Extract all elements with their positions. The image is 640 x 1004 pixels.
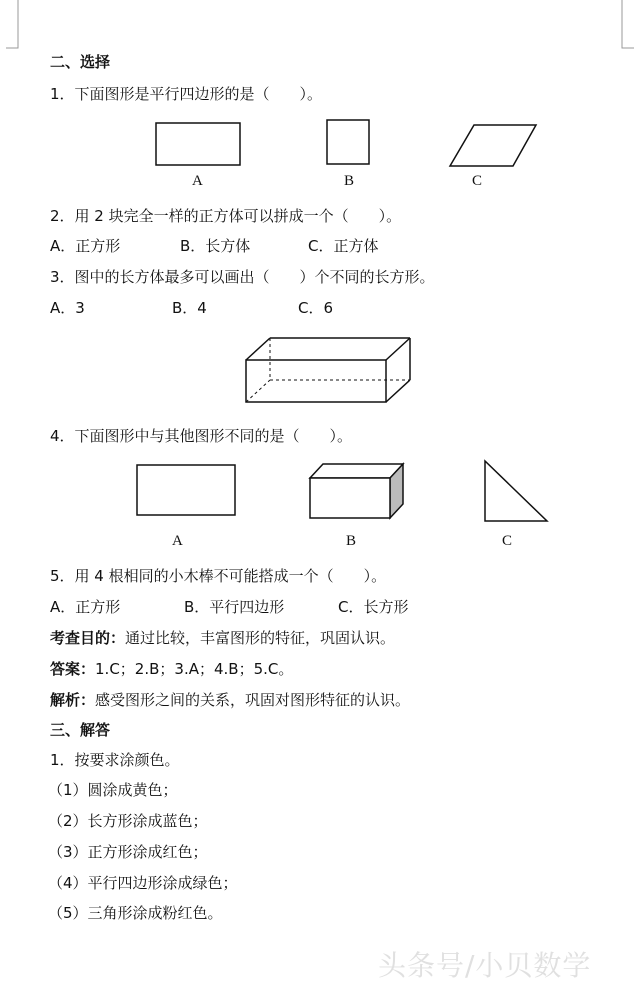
q5-option-b: B．平行四边形 [184, 598, 285, 616]
question-4: 4．下面图形中与其他图形不同的是（ ）。 [50, 427, 353, 445]
q2-option-c: C．正方体 [308, 237, 379, 255]
color-item-4: （4）平行四边形涂成绿色； [48, 874, 238, 892]
analysis-line [50, 690, 410, 710]
q1-label-a: A [192, 173, 203, 189]
color-item-5: （5）三角形涂成粉红色。 [48, 904, 223, 922]
purpose-label: 考查目的： [50, 629, 126, 647]
answer-text: 1.C；2.B；3.A；4.B；5.C。 [95, 660, 294, 678]
q4-label-c: C [502, 533, 513, 549]
q4-triangle-figure [485, 461, 547, 521]
color-item-3: （3）正方形涂成红色； [48, 843, 208, 861]
purpose-line [50, 628, 395, 648]
section3-question-1: 1．按要求涂颜色。 [50, 751, 180, 769]
question-2: 2．用 2 块完全一样的正方体可以拼成一个（ ）。 [50, 207, 402, 225]
answer-line [50, 659, 293, 679]
q4-label-b: B [346, 533, 357, 549]
color-item-1: （1）圆涂成黄色； [48, 781, 178, 799]
q5-option-a: A．正方形 [50, 598, 121, 616]
watermark-text: 头条号/小贝数学 [378, 949, 592, 982]
q4-label-a: A [172, 533, 183, 549]
q2-option-a: A．正方形 [50, 237, 121, 255]
q4-rectangle-figure [137, 465, 235, 515]
q3-option-b: B．4 [172, 299, 207, 317]
question-5: 5．用 4 根相同的小木棒不可能搭成一个（ ）。 [50, 567, 387, 585]
section-title-solve: 三、解答 [50, 721, 111, 739]
color-item-2: （2）长方形涂成蓝色； [48, 812, 208, 830]
q2-option-b: B．长方体 [180, 237, 251, 255]
q4-cuboid-figure [310, 464, 403, 518]
q5-option-c: C．长方形 [338, 598, 409, 616]
q1-label-b: B [344, 173, 355, 189]
section-title-choice: 二、选择 [50, 53, 111, 71]
question-3: 3．图中的长方体最多可以画出（ ）个不同的长方形。 [50, 268, 435, 286]
q3-option-c: C．6 [298, 299, 334, 317]
q3-option-a: A．3 [50, 299, 85, 317]
analysis-label: 解析： [50, 691, 96, 709]
answer-label: 答案： [50, 660, 96, 678]
question-1: 1．下面图形是平行四边形的是（ ）。 [50, 85, 323, 103]
q1-label-c: C [472, 173, 483, 189]
analysis-text: 感受图形之间的关系，巩固对图形特征的认识。 [95, 691, 411, 709]
purpose-text: 通过比较，丰富图形的特征，巩固认识。 [125, 629, 396, 647]
